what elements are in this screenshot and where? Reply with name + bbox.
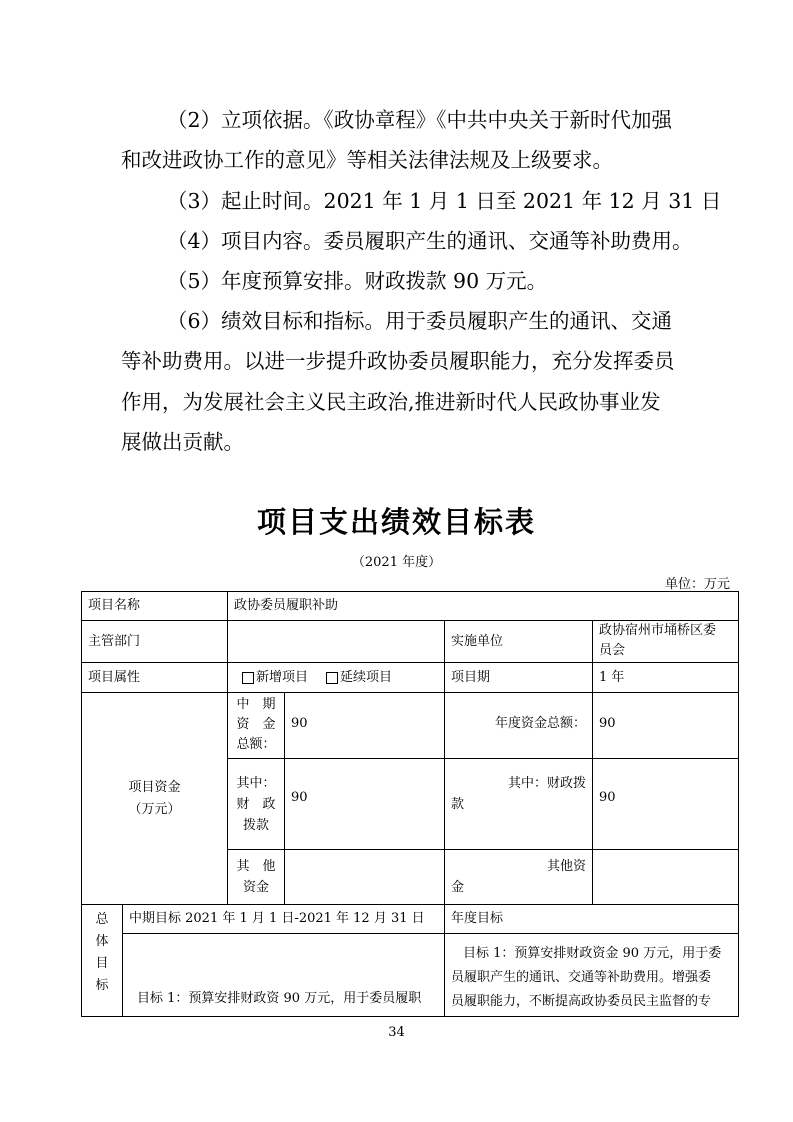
project-name-label: 项目名称: [88, 598, 141, 613]
annual-other-label: 其他资 金: [451, 859, 586, 895]
continuing-project-checkbox[interactable]: [326, 672, 338, 684]
mid-goal-text: 目标 1：预算安排财政资 90 万元，用于委员履职: [137, 991, 422, 1006]
table-title: 项目支出绩效目标表: [256, 505, 536, 539]
attr-options: [228, 663, 444, 692]
period-label: 项目期: [451, 669, 491, 685]
paragraph-2-line-1: （2）立项依据。《政协章程》《中共中央关于新时代加强: [167, 108, 673, 132]
unit-label: 单位：万元: [664, 577, 730, 592]
mid-goal-header: 中期目标 2021 年 1 月 1 日-2021 年 12 月 31 日: [129, 911, 425, 926]
fund-label: 项目资金 （万元）: [128, 779, 181, 817]
period-value: 1 年: [599, 669, 625, 685]
paragraph-6-line-2: 等补助费用。以进一步提升政协委员履职能力，充分发挥委员: [121, 349, 675, 373]
paragraph-2-line-2: 和改进政协工作的意见》等相关法律法规及上级要求。: [121, 148, 613, 172]
paragraph-6-line-1: （6）绩效目标和指标。用于委员履职产生的通讯、交通: [167, 309, 673, 333]
impl-unit-value: 政协宿州市埇桥区委 员会: [599, 623, 717, 658]
annual-total-value: 90: [599, 716, 616, 731]
annual-fiscal-label: 其中：财政拨 款: [451, 776, 586, 812]
dept-value: [228, 621, 444, 662]
annual-goal-text: 目标 1：预算安排财政资金 90 万元，用于委 员履职产生的通讯、交通等补助费用。增强委 员履职能力，不断提高政协委员民主监督的专: [451, 946, 722, 1009]
continuing-project-label: 延续项目: [340, 669, 393, 685]
annual-fiscal-value: 90: [599, 790, 616, 805]
mid-total-label: 中 期 资 金 总额：: [236, 697, 276, 752]
page-number: 34: [388, 1025, 405, 1040]
annual-other-value: [593, 850, 738, 904]
table-subtitle: （2021 年度）: [351, 555, 442, 570]
project-name-value: 政协委员履职补助: [234, 598, 339, 613]
mid-fiscal-label: 其中： 财 政 拨款: [236, 776, 276, 833]
paragraph-6-line-3: 作用，为发展社会主义民主政治,推进新时代人民政协事业发: [121, 390, 661, 414]
paragraph-5: （5）年度预算安排。财政拨款 90 万元。: [167, 269, 548, 293]
paragraph-6-line-4: 展做出贡献。: [121, 430, 244, 454]
overall-goal-label: 总 体 目 标: [95, 912, 109, 993]
mid-total-value: 90: [291, 716, 308, 731]
paragraph-4: （4）项目内容。委员履职产生的通讯、交通等补助费用。: [167, 229, 693, 253]
performance-goal-table: [81, 591, 739, 1017]
annual-total-label: 年度资金总额：: [494, 716, 586, 731]
mid-other-label: 其 他 资金: [236, 859, 276, 895]
mid-fiscal-value: 90: [291, 790, 308, 805]
new-project-checkbox[interactable]: [242, 672, 254, 684]
attr-label: 项目属性: [88, 669, 141, 685]
impl-unit-label: 实施单位: [451, 633, 504, 649]
dept-label: 主管部门: [88, 633, 141, 649]
paragraph-3: （3）起止时间。2021 年 1 月 1 日至 2021 年 12 月 31 日: [167, 189, 722, 213]
mid-other-value: [285, 850, 444, 904]
new-project-label: 新增项目: [256, 669, 309, 685]
annual-goal-header: 年度目标: [451, 911, 504, 926]
